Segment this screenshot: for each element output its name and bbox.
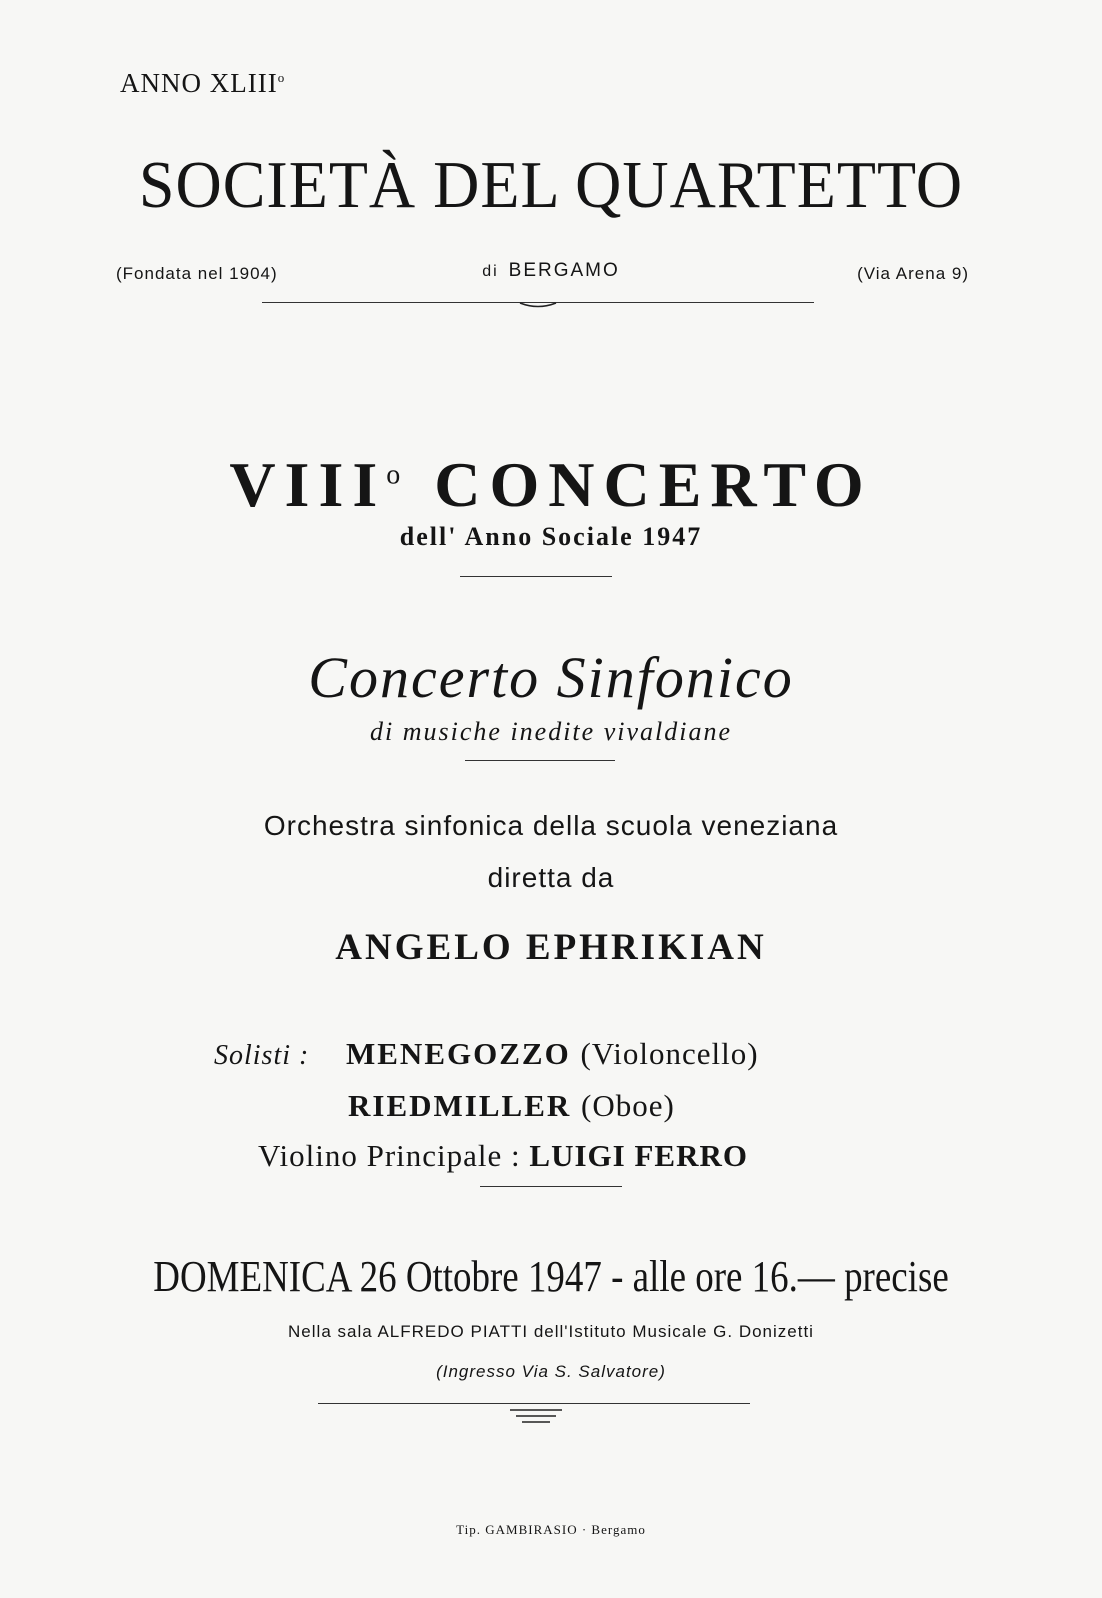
- soloist-oboe: RIEDMILLER (Oboe): [348, 1088, 675, 1123]
- soloist-cello: MENEGOZZO (Violoncello): [346, 1036, 759, 1071]
- event-entrance: (Ingresso Via S. Salvatore): [436, 1362, 666, 1381]
- footer-ornament: [506, 1406, 566, 1426]
- soloists-label: Solisti :: [214, 1040, 310, 1071]
- event-venue: Nella sala ALFREDO PIATTI dell'Istituto Musicale G. Donizetti: [288, 1322, 814, 1341]
- program-subtitle: di musiche inedite vivaldiane: [370, 717, 732, 746]
- subtitle-underline: [465, 760, 615, 761]
- season-divider: [460, 576, 612, 577]
- performers-divider: [480, 1186, 622, 1187]
- concert-season: dell' Anno Sociale 1947: [399, 522, 703, 551]
- directed-by: diretta da: [487, 862, 615, 893]
- society-name: SOCIETÀ DEL QUARTETTO: [138, 147, 964, 222]
- footer-divider: [318, 1403, 750, 1404]
- program-title: Concerto Sinfonico: [308, 645, 794, 710]
- conductor-name: ANGELO EPHRIKIAN: [335, 927, 767, 968]
- year-label: ANNO XLIII$^o$: [120, 68, 286, 98]
- divider-ornament: [518, 300, 558, 310]
- event-date: DOMENICA 26 Ottobre 1947 - alle ore 16.— precise: [153, 1252, 949, 1301]
- address-note: (Via Arena 9): [857, 264, 969, 283]
- orchestra-name: Orchestra sinfonica della scuola veneziana: [263, 810, 839, 841]
- principal-violin: Violino Principale : LUIGI FERRO: [258, 1138, 748, 1173]
- city-line: di BERGAMO: [482, 260, 620, 281]
- printer-credit: Tip. GAMBIRASIO · Bergamo: [456, 1522, 646, 1537]
- concert-number: VIII$^o$ CONCERTO: [229, 449, 873, 520]
- founded-note: (Fondata nel 1904): [116, 264, 278, 283]
